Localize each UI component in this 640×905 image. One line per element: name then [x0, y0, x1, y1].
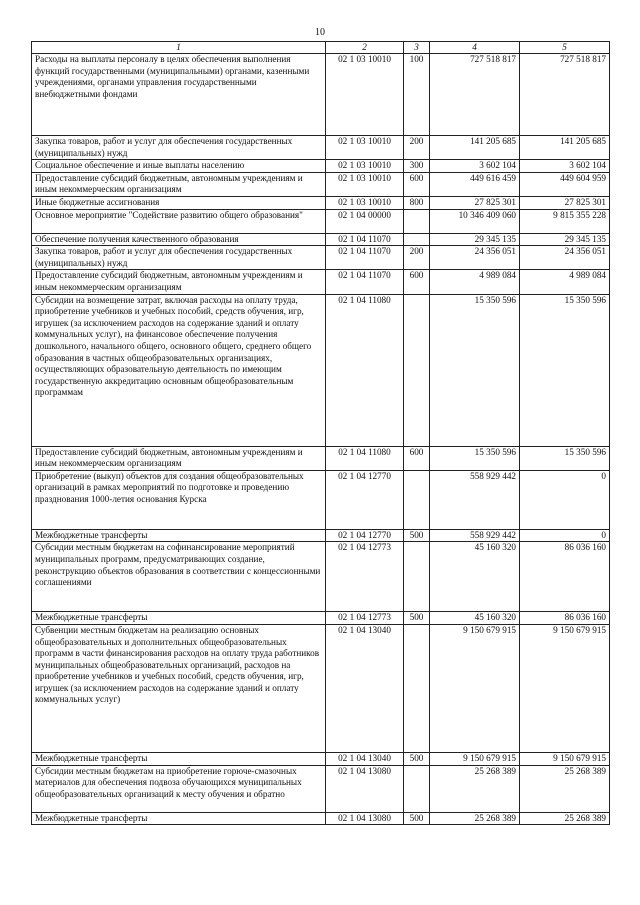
row-amount-2: 727 518 817	[520, 54, 610, 136]
row-amount-1: 15 350 596	[430, 294, 520, 446]
row-amount-2: 29 345 135	[520, 233, 610, 246]
row-amount-1: 10 346 409 060	[430, 209, 520, 233]
row-name: Межбюджетные трансферты	[32, 529, 326, 542]
row-type: 600	[404, 172, 430, 196]
row-amount-1: 27 825 301	[430, 196, 520, 209]
table-row	[32, 233, 610, 246]
row-amount-2: 9 150 679 915	[520, 752, 610, 765]
row-code: 02 1 03 10010	[326, 172, 404, 196]
row-name: Субвенции местным бюджетам на реализацию основных общеобразовательных и дополнительных общеобразовательных программ в части финансирования расходов на оплату труда работников муниципальных общеобразовательных организаций, расходов на приобретение учебников и учебных пособий, средств обучения, игр, игрушек (за исключением расходов на содержание зданий и оплату коммунальных услуг)	[32, 624, 326, 752]
row-name: Предоставление субсидий бюджетным, автономным учреждениям и иным некоммерческим организациям	[32, 172, 326, 196]
table-row	[32, 246, 610, 270]
row-amount-1: 45 160 320	[430, 612, 520, 625]
row-type: 800	[404, 196, 430, 209]
row-type: 100	[404, 54, 430, 136]
budget-table	[31, 41, 610, 825]
row-amount-1: 25 268 389	[430, 765, 520, 812]
table-row	[32, 812, 610, 825]
row-name: Закупка товаров, работ и услуг для обеспечения государственных (муниципальных) нужд	[32, 136, 326, 160]
row-amount-2: 0	[520, 529, 610, 542]
table-row	[32, 529, 610, 542]
row-code: 02 1 04 13080	[326, 812, 404, 825]
header-type: 3	[404, 42, 430, 54]
row-code: 02 1 04 11080	[326, 294, 404, 446]
row-amount-2: 3 602 104	[520, 160, 610, 173]
table-row	[32, 270, 610, 294]
row-code: 02 1 04 13040	[326, 752, 404, 765]
table-row	[32, 196, 610, 209]
table-row	[32, 446, 610, 470]
row-type: 500	[404, 812, 430, 825]
row-type: 200	[404, 246, 430, 270]
row-code: 02 1 04 12770	[326, 529, 404, 542]
row-name: Субсидии местным бюджетам на приобретение горюче-смазочных материалов для обеспечения подвоза обучающихся муниципальных общеобразовательных организаций к месту обучения и обратно	[32, 765, 326, 812]
row-amount-2: 86 036 160	[520, 542, 610, 612]
row-code: 02 1 04 12773	[326, 542, 404, 612]
row-amount-1: 24 356 051	[430, 246, 520, 270]
row-amount-2: 449 604 959	[520, 172, 610, 196]
row-amount-1: 9 150 679 915	[430, 624, 520, 752]
row-amount-1: 4 989 084	[430, 270, 520, 294]
row-type	[404, 209, 430, 233]
row-name: Предоставление субсидий бюджетным, автономным учреждениям и иным некоммерческим организациям	[32, 446, 326, 470]
table-row	[32, 752, 610, 765]
row-code: 02 1 04 00000	[326, 209, 404, 233]
row-amount-2: 0	[520, 470, 610, 529]
row-name: Межбюджетные трансферты	[32, 812, 326, 825]
row-name: Межбюджетные трансферты	[32, 752, 326, 765]
table-row	[32, 136, 610, 160]
row-amount-2: 9 815 355 228	[520, 209, 610, 233]
table-row	[32, 54, 610, 136]
row-type: 300	[404, 160, 430, 173]
row-type: 500	[404, 612, 430, 625]
table-row	[32, 294, 610, 446]
row-amount-1: 727 518 817	[430, 54, 520, 136]
row-amount-2: 15 350 596	[520, 294, 610, 446]
row-code: 02 1 04 11070	[326, 246, 404, 270]
row-amount-1: 25 268 389	[430, 812, 520, 825]
row-amount-1: 141 205 685	[430, 136, 520, 160]
table-row	[32, 172, 610, 196]
row-amount-1: 45 160 320	[430, 542, 520, 612]
header-row	[32, 42, 610, 54]
header-code: 2	[326, 42, 404, 54]
row-name: Субсидии на возмещение затрат, включая расходы на оплату труда, приобретение учебников и учебных пособий, средств обучения, игр, игрушек (за исключением расходов на содержание зданий и оплату коммунальных услуг), на финансовое обеспечение получения дошкольного, начального общего, основного общего, среднего общего образования в частных общеобразовательных организациях, осуществляющих образовательную деятельность по имеющим государственную аккредитацию основным общеобразовательным программам	[32, 294, 326, 446]
header-name: 1	[32, 42, 326, 54]
row-name: Основное мероприятие "Содействие развитию общего образования"	[32, 209, 326, 233]
table-row	[32, 624, 610, 752]
row-amount-2: 9 150 679 915	[520, 624, 610, 752]
table-row	[32, 160, 610, 173]
row-amount-1: 3 602 104	[430, 160, 520, 173]
row-type	[404, 233, 430, 246]
row-code: 02 1 04 12773	[326, 612, 404, 625]
row-type: 500	[404, 529, 430, 542]
header-amount-1: 4	[430, 42, 520, 54]
row-type: 200	[404, 136, 430, 160]
row-name: Приобретение (выкуп) объектов для создания общеобразовательных организаций в рамках мероприятий по подготовке и проведению празднования 1000-летия основания Курска	[32, 470, 326, 529]
page-number: 10	[315, 27, 325, 38]
row-name: Социальное обеспечение и иные выплаты населению	[32, 160, 326, 173]
row-amount-1: 558 929 442	[430, 470, 520, 529]
row-type: 600	[404, 270, 430, 294]
row-name: Межбюджетные трансферты	[32, 612, 326, 625]
row-code: 02 1 04 11070	[326, 233, 404, 246]
row-amount-2: 4 989 084	[520, 270, 610, 294]
row-type	[404, 294, 430, 446]
row-name: Субсидии местным бюджетам на софинансирование мероприятий муниципальных программ, предусматривающих создание, реконструкцию объектов образования в соответствии с концессионными соглашениями	[32, 542, 326, 612]
row-type	[404, 542, 430, 612]
row-amount-1: 29 345 135	[430, 233, 520, 246]
table-row	[32, 209, 610, 233]
table-row	[32, 765, 610, 812]
row-name: Расходы на выплаты персоналу в целях обеспечения выполнения функций государственными (муниципальными) органами, казенными учреждениями, органами управления государственными внебюджетными фондами	[32, 54, 326, 136]
row-code: 02 1 04 11070	[326, 270, 404, 294]
header-amount-2: 5	[520, 42, 610, 54]
row-type	[404, 470, 430, 529]
row-name: Закупка товаров, работ и услуг для обеспечения государственных (муниципальных) нужд	[32, 246, 326, 270]
table-row	[32, 612, 610, 625]
row-amount-1: 15 350 596	[430, 446, 520, 470]
row-name: Предоставление субсидий бюджетным, автономным учреждениям и иным некоммерческим организациям	[32, 270, 326, 294]
row-amount-1: 449 616 459	[430, 172, 520, 196]
row-code: 02 1 03 10010	[326, 136, 404, 160]
row-type: 600	[404, 446, 430, 470]
row-amount-2: 27 825 301	[520, 196, 610, 209]
row-name: Обеспечение получения качественного образования	[32, 233, 326, 246]
row-type: 500	[404, 752, 430, 765]
row-type	[404, 624, 430, 752]
row-code: 02 1 04 12770	[326, 470, 404, 529]
table-row	[32, 542, 610, 612]
row-name: Иные бюджетные ассигнования	[32, 196, 326, 209]
row-amount-2: 141 205 685	[520, 136, 610, 160]
row-amount-2: 24 356 051	[520, 246, 610, 270]
row-code: 02 1 04 13080	[326, 765, 404, 812]
row-amount-1: 9 150 679 915	[430, 752, 520, 765]
row-code: 02 1 03 10010	[326, 54, 404, 136]
row-amount-2: 25 268 389	[520, 812, 610, 825]
row-type	[404, 765, 430, 812]
row-code: 02 1 04 13040	[326, 624, 404, 752]
row-code: 02 1 04 11080	[326, 446, 404, 470]
row-amount-2: 86 036 160	[520, 612, 610, 625]
row-amount-1: 558 929 442	[430, 529, 520, 542]
row-amount-2: 15 350 596	[520, 446, 610, 470]
row-code: 02 1 03 10010	[326, 196, 404, 209]
row-code: 02 1 03 10010	[326, 160, 404, 173]
row-amount-2: 25 268 389	[520, 765, 610, 812]
table-row	[32, 470, 610, 529]
